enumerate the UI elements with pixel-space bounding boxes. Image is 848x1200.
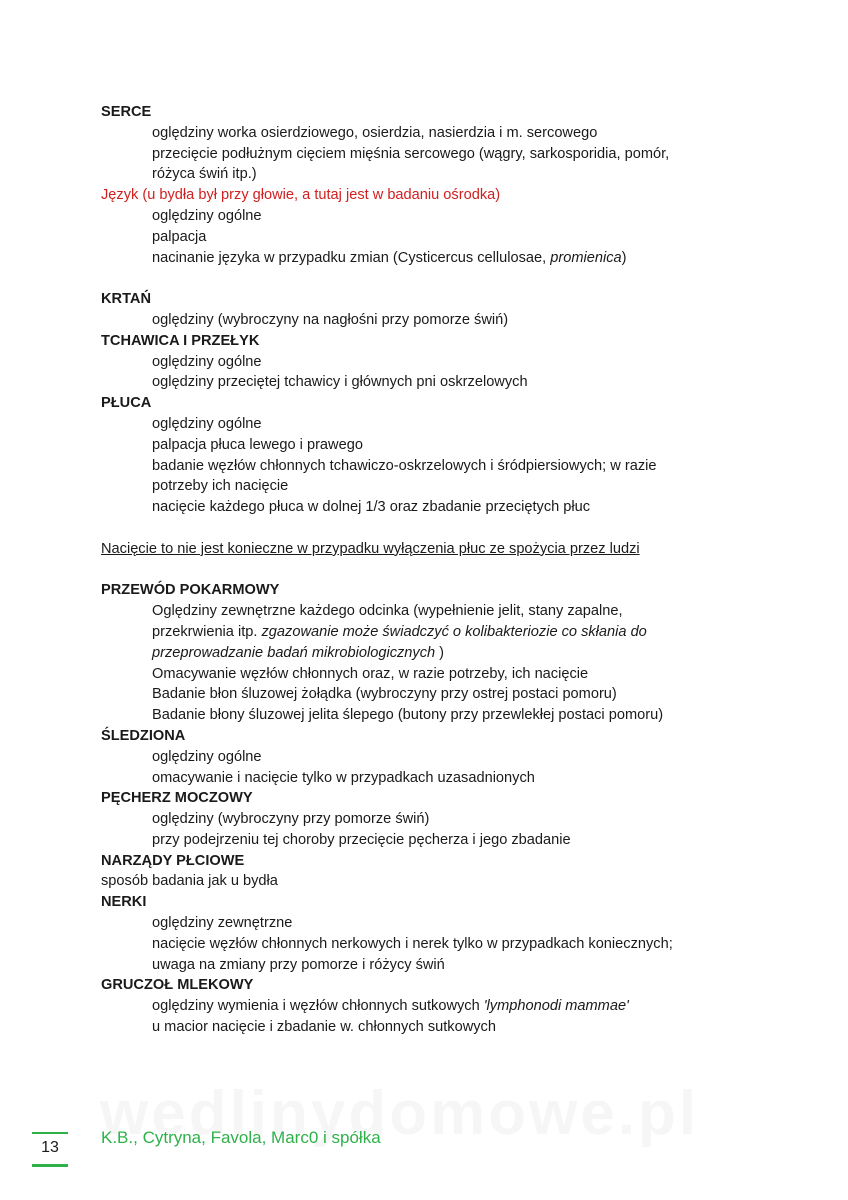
text-line: Oględziny zewnętrzne każdego odcinka (wypełnienie jelit, stany zapalne, xyxy=(152,603,623,620)
text-line: przecięcie podłużnym cięciem mięśnia sercowego (wągry, sarkosporidia, pomór, xyxy=(152,145,670,162)
section-heading-krtan: KRTAŃ xyxy=(101,291,151,308)
text-line: przy podejrzeniu tej choroby przecięcie pęcherza i jego zbadanie xyxy=(152,831,571,848)
underlined-note: Nacięcie to nie jest konieczne w przypadku wyłączenia płuc ze spożycia przez ludzi xyxy=(101,540,640,557)
text-line: u macior nacięcie i zbadanie w. chłonnych sutkowych xyxy=(152,1019,496,1036)
text-line: oględziny przeciętej tchawicy i głównych pni oskrzelowych xyxy=(152,374,528,391)
footer-authors: K.B., Cytryna, Favola, Marc0 i spółka xyxy=(101,1128,381,1147)
spacer xyxy=(101,268,781,289)
section-heading-jezyk: Język (u bydła był przy głowie, a tutaj jest w badaniu ośrodka) xyxy=(101,187,501,204)
text-line xyxy=(101,996,781,1017)
text-span: ) xyxy=(621,249,627,266)
text-line: oględziny ogólne xyxy=(152,748,262,765)
section-heading-pluca: PŁUCA xyxy=(101,395,152,412)
text-span: przekrwienia itp. xyxy=(152,623,262,640)
section-heading-tchawica: TCHAWICA I PRZEŁYK xyxy=(101,332,260,349)
section-heading-narzady: NARZĄDY PŁCIOWE xyxy=(101,852,245,869)
text-line: różyca świń itp.) xyxy=(152,166,257,183)
text-line: uwaga na zmiany przy pomorze i różycy świń xyxy=(152,956,445,973)
text-line: oględziny worka osierdziowego, osierdzia, nasierdzia i m. sercowego xyxy=(152,124,598,141)
section-heading-gruczol: GRUCZOŁ MLEKOWY xyxy=(101,977,254,994)
page-content xyxy=(101,102,781,1038)
section-heading-przewod: PRZEWÓD POKARMOWY xyxy=(101,582,280,599)
text-line: Badanie błon śluzowej żołądka (wybroczyny przy ostrej postaci pomoru) xyxy=(152,686,617,703)
text-span: nacinanie języka w przypadku zmian (Cysticercus cellulosae, xyxy=(152,249,551,266)
text-line: nacięcie węzłów chłonnych nerkowych i nerek tylko w przypadkach koniecznych; xyxy=(152,935,673,952)
text-line: palpacja xyxy=(152,228,207,245)
text-line: Badanie błony śluzowej jelita ślepego (butony przy przewlekłej postaci pomoru) xyxy=(152,707,664,724)
text-span: oględziny wymienia i węzłów chłonnych sutkowych xyxy=(152,998,484,1015)
page-number: 13 xyxy=(32,1132,68,1167)
text-line xyxy=(101,248,781,269)
text-line: oględziny (wybroczyny przy pomorze świń) xyxy=(152,811,430,828)
text-line: sposób badania jak u bydła xyxy=(101,873,278,890)
spacer xyxy=(101,518,781,539)
text-line xyxy=(101,643,781,664)
italic-text: zgazowanie może świadczyć o kolibakteriozie co skłania do xyxy=(261,623,647,640)
text-line: palpacja płuca lewego i prawego xyxy=(152,436,363,453)
italic-text: przeprowadzanie badań mikrobiologicznych xyxy=(152,644,436,661)
text-line: oględziny zewnętrzne xyxy=(152,915,293,932)
text-line xyxy=(101,622,781,643)
text-span: ) xyxy=(435,644,445,661)
spacer xyxy=(101,560,781,581)
text-line: oględziny ogólne xyxy=(152,415,262,432)
italic-term: 'lymphonodi mammae' xyxy=(483,998,629,1015)
text-line: oględziny ogólne xyxy=(152,353,262,370)
text-line: potrzeby ich nacięcie xyxy=(152,478,289,495)
text-line: oględziny ogólne xyxy=(152,207,262,224)
section-heading-pecherz: PĘCHERZ MOCZOWY xyxy=(101,790,253,807)
text-line: oględziny (wybroczyny na nagłośni przy pomorze świń) xyxy=(152,311,509,328)
italic-term: promienica xyxy=(550,249,622,266)
section-heading-serce: SERCE xyxy=(101,104,152,120)
text-line: omacywanie i nacięcie tylko w przypadkach uzasadnionych xyxy=(152,769,535,786)
section-heading-sledziona: ŚLEDZIONA xyxy=(101,727,186,744)
text-line: badanie węzłów chłonnych tchawiczo-oskrzelowych i śródpiersiowych; w razie xyxy=(152,457,657,474)
text-line: nacięcie każdego płuca w dolnej 1/3 oraz zbadanie przeciętych płuc xyxy=(152,499,591,516)
section-heading-nerki: NERKI xyxy=(101,894,147,911)
text-line: Omacywanie węzłów chłonnych oraz, w razie potrzeby, ich nacięcie xyxy=(152,665,589,682)
